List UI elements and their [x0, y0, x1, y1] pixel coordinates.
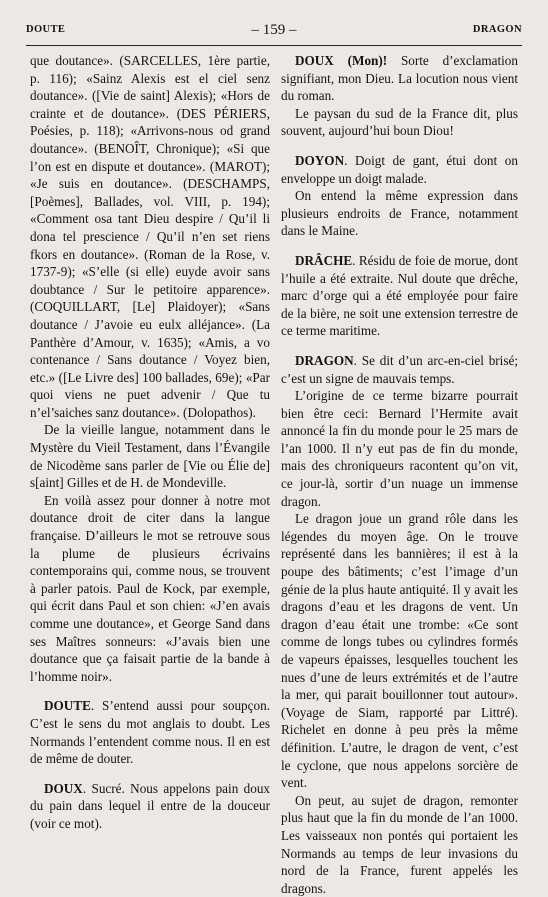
- headword-doyon: DOYON: [295, 152, 345, 168]
- entry-doute: DOUTE. S’entend aussi pour soupçon. C’est le sens du mot anglais to doubt. Les Normands l’entendent comme nous. Il en est de même de douter.: [30, 698, 270, 767]
- header-left-guideword: DOUTE: [26, 24, 66, 35]
- headword-doux: DOUX: [44, 780, 83, 796]
- definition-dragon: Se dit d’un arc-en-ciel brisé; c’est un signe de mauvais temps.: [281, 352, 518, 386]
- definition-doyon: Doigt de gant, étui dont on enveloppe un doigt malade.: [281, 152, 518, 186]
- headword-dragon: DRAGON: [295, 352, 354, 368]
- dragon-origin: L’origine de ce terme bizarre pourrait bien être ceci: Bernard l’Hermite avait annoncé la fin du monde pour le 25 mars de l’an 1000. Il n’y eut pas de fin du monde, mais des chroniqueurs racontent qu’on vit, ce jour-là, sortir d’un nuage un immense dragon.: [281, 388, 518, 509]
- entry-drache: DRÂCHE. Résidu de foie de morue, dont l’huile a été extraite. Nul doute que drêche, marc d’orge qui a été employée pour faire de la bière, ne soit une extension terrestre de ce terme maritime.: [281, 252, 519, 339]
- dragon-legends: Le dragon joue un grand rôle dans les légendes du moyen âge. On le trouve représenté dans les bannières; il est à la poupe des bâtiments; c’est l’image d’un génie de la plus haute antiquité. Il y avait les dragons d’eau et les dragons de vent. Un dragon d’eau était une trombe: «Ce sont comme de longs tubes ou cylindres formés de vapeurs épaisses, lesquelles touchent les nues d’une de leurs extrémités et de l’autre la mer, qui parait bouillonner tout autour». (Voyage de Siam, rapporté par Littré). Richelet en donne à peu près la même définition. L’autre, le dragon de vent, c’est le cyclone, que nous appelons sorcière de vent.: [281, 511, 518, 791]
- entry-doux-mon: [281, 52, 518, 105]
- page-number: – 159 –: [251, 22, 297, 38]
- definition-doute: S’entend aussi pour soupçon. C’est le sens du mot anglais to doubt. Les Normands l’entendent comme nous. Il en est de même de douter.: [30, 698, 270, 767]
- definition-drache: Résidu de foie de morue, dont l’huile a été extraite. Nul doute que drêche, marc d’orge qui a été employée pour faire de la bière, ne soit une extension terrestre de ce terme maritime.: [281, 252, 519, 339]
- doutance-citations: que doutance». (SARCELLES, 1ère partie, p. 116); «Sainz Alexis est el ciel senz doutance». ([Vie de saint] Alexis); «Hors de crainte et de doutance». (DES PÉRIERS, Poésies, p. 118); «Arrivons-nous od grand doutance». (BENOÎT, Chronique); «Si que l’on est en dispute et doutance». (MAROT); «Je suis en doutance». (DESCHAMPS, [Poèmes], Ballades, vol. VIII, p. 194); «Comment osa tant Dieu despire / Qu’il li dona tel prescience / Qu’il n’en set riens fkors en doutance». (Roman de la Rose, v. 1737-9); «S’elle (si elle) euyde avoir sans doubtance / Sur le petitoire apparence». (COQUILLART, [Le] Plaidoyer); «Sans doutance / J’avoie eu eulx alléjance». (La Panthère d’Amour, v. 1635); «Amis, a vo contenance / Sans doutance / Voyez bien, etc.» ([Le Livre des] 100 ballades, 69e); «Par quoi viens ne puet advenir / Que tu n’el’saiches sanz doutance». (Dolopathos).: [30, 53, 270, 420]
- header-right-guideword: DRAGON: [472, 24, 522, 35]
- doutance-modern-usage: En voilà assez pour donner à notre mot doutance droit de citer dans la langue française. D’ailleurs le mot se retrouve sous la plume de plusieurs écrivains contemporains qui, comme nous, se trouvent à parler patois. Paul de Kock, par exemple, qui écrit dans Paul et son chien: «J’en avais comme une doutance», et George Sand dans ses Maîtres sonneurs: «J’avais bien une doutance que ça faisait partie de la bande à l’homme noir».: [30, 492, 270, 684]
- running-header: [26, 24, 522, 44]
- header-rule: [26, 45, 522, 46]
- left-column: [30, 52, 270, 833]
- dragon-normans: On peut, au sujet de dragon, remonter plus haut que la fin du monde de l’an 1000. Les vaisseaux non pontés qui portaient les Normands au temps de leur invasions du nord de la France, furent appelés les dragons.: [281, 792, 518, 896]
- doux-mon-note: Le paysan du sud de la France dit, plus souvent, aujourd’hui boun Diou!: [281, 105, 518, 139]
- headword-doute: DOUTE: [44, 698, 91, 714]
- headword-drache: DRÂCHE: [295, 252, 353, 268]
- entry-doux: DOUX. Sucré. Nous appelons pain doux du pain dans lequel il entre de la douceur (voir ce mot).: [30, 780, 271, 831]
- doyon-note: On entend la même expression dans plusieurs endroits de France, notamment dans le Maine.: [281, 188, 518, 239]
- definition-doux: Sucré. Nous appelons pain doux du pain dans lequel il entre de la douceur (voir ce mot).: [30, 780, 271, 831]
- entry-doyon: DOYON. Doigt de gant, étui dont on enveloppe un doigt malade.: [281, 152, 518, 186]
- doutance-sources: De la vieille langue, notamment dans le Mystère du Vieil Testament, dans l’Évangile de Nicodème sans parler de [Vie ou Élie de] s[aint] Gilles et de H. de Mondeville.: [30, 422, 270, 491]
- right-column: [281, 52, 518, 897]
- entry-dragon: DRAGON. Se dit d’un arc-en-ciel brisé; c’est un signe de mauvais temps.: [281, 352, 518, 386]
- definition-doux-mon: Sorte d’exclamation signifiant, mon Dieu. La locution nous vient du roman.: [281, 53, 518, 104]
- headword-doux-mon: DOUX (Mon)!: [295, 53, 388, 68]
